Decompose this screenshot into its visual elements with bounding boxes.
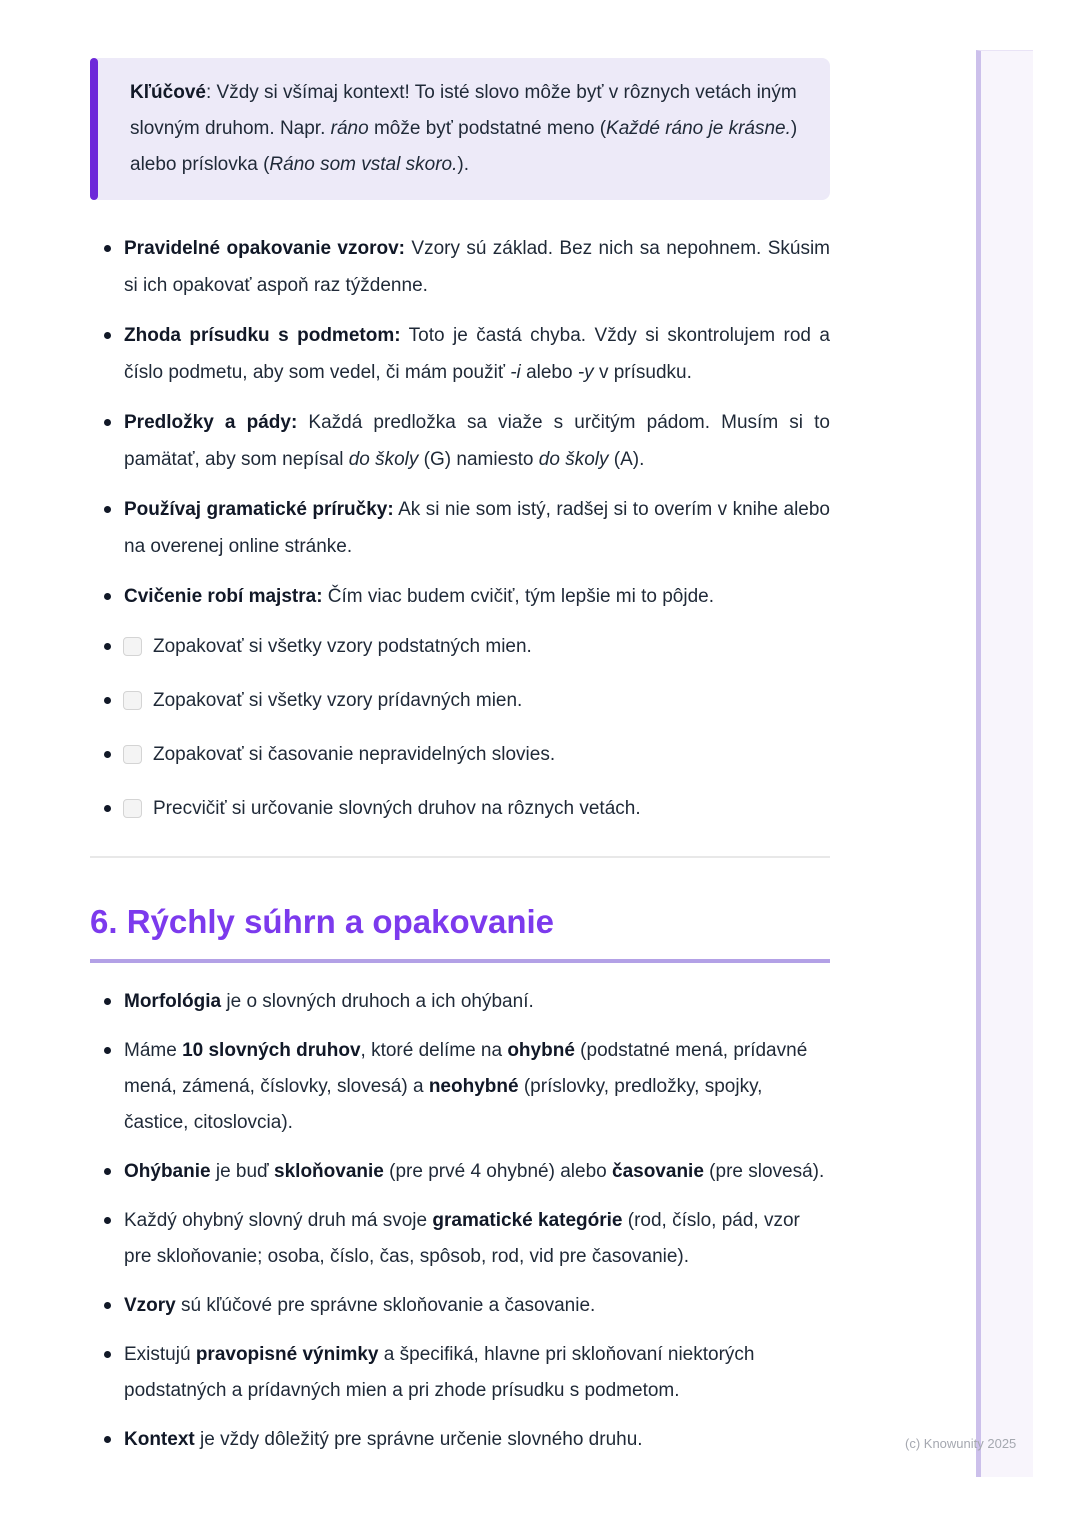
bullet-icon xyxy=(104,1217,111,1224)
next-page-edge xyxy=(976,50,1033,1477)
bullet-icon xyxy=(104,697,111,704)
list-item xyxy=(90,578,830,615)
checklist-item xyxy=(90,736,830,773)
checklist-item xyxy=(90,790,830,827)
copyright-watermark: (c) Knowunity 2025 xyxy=(905,1436,1017,1451)
section-heading: 6. Rýchly súhrn a opakovanie xyxy=(90,900,830,963)
bullet-icon xyxy=(104,1436,111,1443)
list-item-text: Kontext je vždy dôležitý pre správne určenie slovného druhu. xyxy=(124,1429,643,1450)
list-item xyxy=(90,984,830,1020)
list-item xyxy=(90,1154,830,1190)
checklist-item-label: Zopakovať si všetky vzory prídavných mien. xyxy=(153,690,523,711)
bullet-icon xyxy=(104,506,111,513)
list-item-text: Každý ohybný slovný druh má svoje gramatické kategórie (rod, číslo, pád, vzor pre skloňovanie; osoba, číslo, čas, spôsob, rod, vid pre časovanie). xyxy=(124,1210,800,1267)
list-item xyxy=(90,491,830,565)
list-item xyxy=(90,1337,830,1409)
checkbox[interactable] xyxy=(123,799,142,818)
checklist-item xyxy=(90,682,830,719)
bullet-icon xyxy=(104,751,111,758)
list-item-text: Vzory sú kľúčové pre správne skloňovanie a časovanie. xyxy=(124,1295,596,1316)
checklist xyxy=(90,628,830,827)
bullet-icon xyxy=(104,805,111,812)
checklist-item-label: Precvičiť si určovanie slovných druhov na rôznych vetách. xyxy=(153,798,641,819)
bullet-icon xyxy=(104,332,111,339)
section-divider xyxy=(90,856,830,858)
checkbox[interactable] xyxy=(123,745,142,764)
list-item-text: Zhoda prísudku s podmetom: Toto je častá chyba. Vždy si skontrolujem rod a číslo podmetu, aby som vedel, či mám použiť -i alebo -y v prísudku. xyxy=(124,325,830,383)
list-item xyxy=(90,1422,830,1458)
list-item-text: Predložky a pády: Každá predložka sa viaže s určitým pádom. Musím si to pamätať, aby som nepísal do školy (G) namiesto do školy (A). xyxy=(124,412,830,470)
bullet-icon xyxy=(104,245,111,252)
list-item xyxy=(90,317,830,391)
callout-accent-bar xyxy=(90,58,98,200)
page-content-column xyxy=(90,0,830,1471)
list-item-text: Existujú pravopisné výnimky a špecifiká, hlavne pri skloňovaní niektorých podstatných a prídavných mien a pri zhode prísudku s podmetom. xyxy=(124,1344,755,1401)
bullet-icon xyxy=(104,643,111,650)
checkbox[interactable] xyxy=(123,637,142,656)
checklist-item-label: Zopakovať si časovanie nepravidelných slovies. xyxy=(153,744,556,765)
list-item xyxy=(90,404,830,478)
list-item-text: Používaj gramatické príručky: Ak si nie som istý, radšej si to overím v knihe alebo na overenej online stránke. xyxy=(124,499,831,557)
list-item xyxy=(90,1288,830,1324)
summary-list xyxy=(90,984,830,1458)
bullet-icon xyxy=(104,593,111,600)
list-item-text: Ohýbanie je buď skloňovanie (pre prvé 4 ohybné) alebo časovanie (pre slovesá). xyxy=(124,1161,825,1182)
key-point-callout xyxy=(90,58,830,200)
callout-text: Kľúčové: Vždy si všímaj kontext! To isté slovo môže byť v rôznych vetách iným slovným druhom. Napr. ráno môže byť podstatné meno (Každé ráno je krásne.) alebo príslovka (Ráno som vstal skoro.). xyxy=(130,82,798,175)
bullet-icon xyxy=(104,419,111,426)
checklist-item-label: Zopakovať si všetky vzory podstatných mien. xyxy=(153,636,532,657)
list-item xyxy=(90,230,830,304)
list-item-text: Morfológia je o slovných druhoch a ich ohýbaní. xyxy=(124,991,534,1012)
bullet-icon xyxy=(104,998,111,1005)
bullet-icon xyxy=(104,1047,111,1054)
list-item-text: Pravidelné opakovanie vzorov: Vzory sú základ. Bez nich sa nepohnem. Skúsim si ich opakovať aspoň raz týždenne. xyxy=(124,238,831,296)
bullet-icon xyxy=(104,1302,111,1309)
list-item xyxy=(90,1033,830,1141)
checkbox[interactable] xyxy=(123,691,142,710)
bullet-icon xyxy=(104,1351,111,1358)
list-item-text: Cvičenie robí majstra: Čím viac budem cvičiť, tým lepšie mi to pôjde. xyxy=(124,586,715,607)
bullet-icon xyxy=(104,1168,111,1175)
tips-list xyxy=(90,230,830,615)
checklist-item xyxy=(90,628,830,665)
list-item xyxy=(90,1203,830,1275)
list-item-text: Máme 10 slovných druhov, ktoré delíme na ohybné (podstatné mená, prídavné mená, zámená, číslovky, slovesá) a neohybné (príslovky, predložky, spojky, častice, citoslovcia). xyxy=(124,1040,808,1133)
